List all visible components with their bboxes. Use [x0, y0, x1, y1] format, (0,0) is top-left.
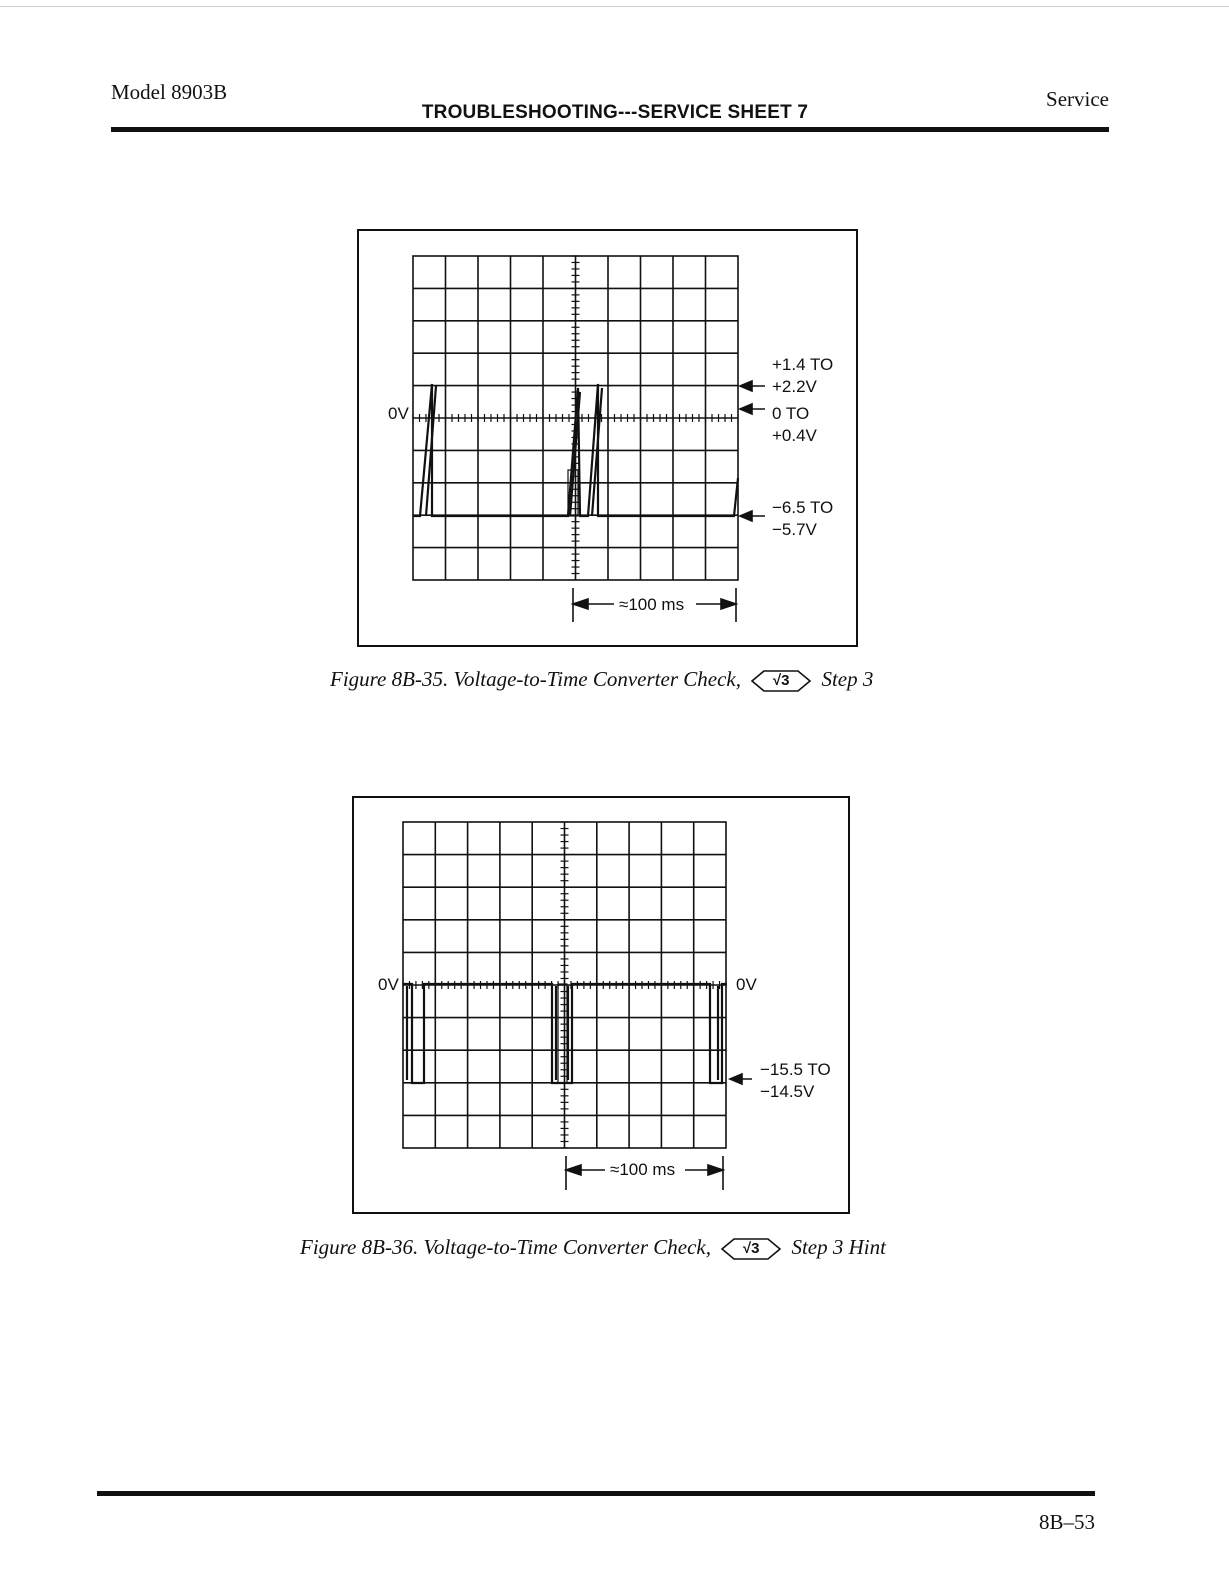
pulse-edge — [407, 986, 718, 1080]
time-span-label: ≈100 ms — [619, 595, 685, 614]
caption-step: Step 3 Hint — [791, 1235, 886, 1259]
caption-text: Figure 8B-35. Voltage-to-Time Converter Check, — [330, 667, 741, 691]
page-title: TROUBLESHOOTING---SERVICE SHEET 7 — [421, 102, 809, 123]
level-arrows — [730, 1074, 752, 1084]
zero-volt-label: 0V — [388, 404, 409, 423]
page-number: 8B–53 — [1038, 1510, 1095, 1534]
model-label: Model 8903B — [111, 80, 228, 104]
caption-text: Figure 8B-36. Voltage-to-Time Converter Check, — [300, 1235, 711, 1259]
upper-level-label-1: +1.4 TO — [772, 355, 834, 374]
lower-level-label-2: −5.7V — [772, 520, 817, 539]
lower-level-label-1: −6.5 TO — [772, 498, 834, 517]
badge-label: √3 — [742, 1239, 760, 1257]
mid-level-label-2: +0.4V — [772, 426, 817, 445]
section-label: Service — [1046, 87, 1109, 111]
mid-level-label-1: 0 TO — [772, 404, 810, 423]
upper-level-label-2: +2.2V — [772, 377, 817, 396]
lower-level-label-2: −14.5V — [760, 1082, 815, 1101]
time-span-label: ≈100 ms — [610, 1160, 676, 1179]
badge-label: √3 — [772, 671, 790, 689]
caption-step: Step 3 — [821, 667, 874, 691]
zero-volt-label-left: 0V — [378, 975, 399, 994]
lower-level-label-1: −15.5 TO — [760, 1060, 831, 1079]
footer-rule — [97, 1491, 1095, 1496]
trace-overlap — [558, 984, 567, 1083]
check-step-badge — [720, 1237, 782, 1262]
zero-volt-label-right: 0V — [736, 975, 757, 994]
figure-8b-36-caption — [300, 1235, 886, 1262]
